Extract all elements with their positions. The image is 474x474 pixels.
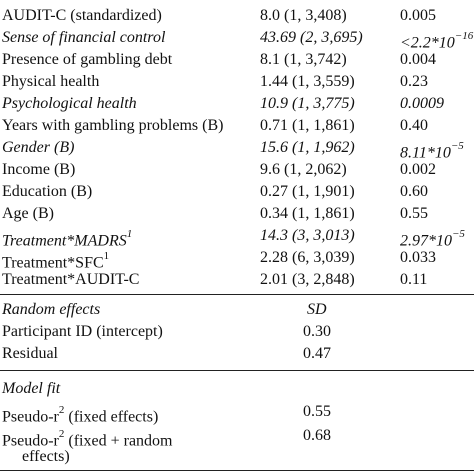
p-exponent: −5 — [450, 140, 464, 152]
row-label: Physical health — [2, 73, 100, 90]
row-estimate: 14.3 (3, 3,013) — [260, 227, 355, 244]
row-estimate: 2.01 (3, 2,848) — [260, 271, 355, 288]
label-prefix: Pseudo-r — [2, 408, 59, 426]
table-row — [0, 71, 474, 93]
label-text: Treatment*MADRS — [2, 232, 127, 250]
row-estimate: 10.9 (1, 3,775) — [260, 95, 355, 112]
row-label: Years with gambling problems (B) — [2, 117, 224, 134]
table-row — [0, 203, 474, 225]
p-exponent: −5 — [452, 228, 465, 240]
label-prefix: Pseudo-r — [2, 432, 59, 450]
row-label: AUDIT-C (standardized) — [2, 7, 162, 24]
section-title: Model fit — [2, 380, 61, 397]
table-row — [0, 27, 474, 52]
table-row — [0, 159, 474, 181]
row-label: Income (B) — [2, 161, 76, 178]
row-label: Psychological health — [2, 95, 137, 112]
section-divider — [0, 370, 474, 371]
label-superscript: 2 — [58, 404, 65, 416]
row-p-value: 0.60 — [400, 183, 428, 200]
random-effects-header — [0, 299, 474, 321]
row-label: Sense of financial control — [2, 29, 166, 46]
p-base: <2.2*10 — [400, 34, 455, 52]
model-fit-header — [0, 378, 474, 400]
section-title: Random effects — [2, 301, 101, 318]
row-label: Participant ID (intercept) — [2, 323, 163, 340]
row-value: 0.47 — [303, 345, 331, 362]
label-footnote: 1 — [126, 228, 133, 240]
row-p-value: 0.55 — [400, 205, 428, 222]
row-estimate: 2.28 (6, 3,039) — [260, 249, 355, 266]
table-row — [0, 401, 474, 426]
label-suffix: (fixed effects) — [64, 408, 159, 426]
table-row — [0, 343, 474, 365]
p-exponent: −16 — [454, 30, 474, 42]
row-p-value: 0.40 — [400, 117, 428, 134]
table-row — [0, 49, 474, 71]
section-divider — [0, 294, 474, 295]
row-p-value: 0.23 — [400, 73, 428, 90]
row-estimate: 8.0 (1, 3,408) — [260, 7, 347, 24]
table-row — [0, 225, 474, 250]
label-text: Treatment*SFC — [2, 254, 104, 272]
table-row — [0, 321, 474, 343]
row-estimate: 9.6 (1, 2,062) — [260, 161, 347, 178]
row-value: 0.30 — [303, 323, 331, 340]
row-p-value: 0.005 — [400, 7, 436, 24]
table-row — [0, 425, 474, 450]
row-value: 0.55 — [303, 403, 331, 420]
table-row-continuation — [0, 446, 474, 468]
table-row — [0, 137, 474, 162]
table-bottom-rule — [0, 470, 474, 471]
table-row — [0, 93, 474, 115]
row-estimate: 0.71 (1, 1,861) — [260, 117, 355, 134]
table-row — [0, 247, 474, 272]
row-estimate: 0.27 (1, 1,901) — [260, 183, 355, 200]
row-p-value: 0.004 — [400, 51, 436, 68]
row-label: Treatment*AUDIT-C — [2, 271, 140, 288]
p-base: 2.97*10 — [400, 232, 452, 250]
table-row — [0, 5, 474, 27]
row-p-value: 0.0009 — [400, 95, 444, 112]
label-suffix: (fixed + random — [64, 432, 173, 450]
row-estimate: 15.6 (1, 1,962) — [260, 139, 355, 156]
row-label-continuation: effects) — [22, 448, 70, 465]
row-p-value: 0.033 — [400, 249, 436, 266]
row-p-value: 0.11 — [400, 271, 428, 288]
row-label: Gender (B) — [2, 139, 75, 156]
row-label: Education (B) — [2, 183, 93, 200]
label-footnote: 1 — [103, 250, 110, 262]
row-estimate: 8.1 (1, 3,742) — [260, 51, 347, 68]
row-label: Age (B) — [2, 205, 54, 222]
row-value: 0.68 — [303, 427, 331, 444]
row-estimate: 43.69 (2, 3,695) — [260, 29, 363, 46]
table-row — [0, 181, 474, 203]
sd-column-header: SD — [307, 301, 327, 318]
row-label: Presence of gambling debt — [2, 51, 173, 68]
table-row — [0, 269, 474, 291]
row-p-value: 0.002 — [400, 161, 436, 178]
table-row — [0, 115, 474, 137]
row-estimate: 1.44 (1, 3,559) — [260, 73, 355, 90]
row-estimate: 0.34 (1, 1,861) — [260, 205, 355, 222]
p-base: 8.11*10 — [400, 144, 451, 162]
row-label: Residual — [2, 345, 58, 362]
label-superscript: 2 — [58, 428, 65, 440]
